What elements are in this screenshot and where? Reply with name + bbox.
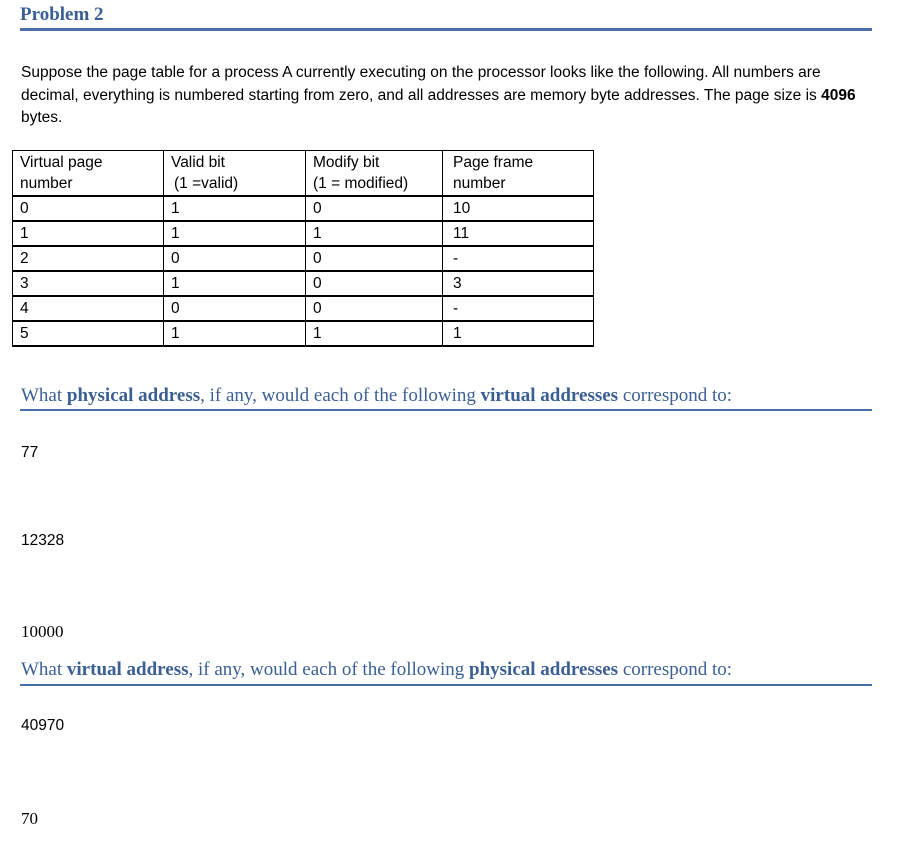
cell-valid: 0: [164, 247, 306, 272]
cell-vpn: 3: [13, 272, 164, 297]
heading-rule: [20, 28, 872, 31]
cell-valid: 1: [164, 197, 306, 222]
cell-valid: 1: [164, 272, 306, 297]
cell-frame: -: [443, 247, 594, 272]
table-row: [13, 272, 594, 297]
table-row: [13, 222, 594, 247]
table-row: [13, 197, 594, 222]
cell-modify: 0: [306, 297, 443, 322]
table-row: [13, 297, 594, 322]
table-row: [13, 247, 594, 272]
cell-frame: 1: [443, 322, 594, 347]
virtual-address-item: 10000: [21, 622, 64, 641]
header-virtual-page: Virtual page number: [13, 151, 164, 197]
cell-frame: 10: [443, 197, 594, 222]
page-size-value: 4096: [821, 86, 856, 104]
question2-rule: [20, 684, 872, 686]
intro-paragraph: [21, 62, 871, 130]
cell-valid: 1: [164, 222, 306, 247]
cell-vpn: 2: [13, 247, 164, 272]
cell-valid: 0: [164, 297, 306, 322]
question-virtual-address: What virtual address, if any, would each of the following physical addresses correspond to:: [21, 659, 733, 680]
question-physical-address: What physical address, if any, would each of the following virtual addresses correspond to:: [21, 385, 733, 406]
cell-vpn: 5: [13, 322, 164, 347]
question1-rule: [20, 409, 872, 411]
virtual-address-item: 77: [21, 444, 39, 461]
cell-frame: -: [443, 297, 594, 322]
physical-address-item: 70: [21, 809, 38, 828]
cell-modify: 0: [306, 197, 443, 222]
header-modify-bit: Modify bit (1 = modified): [306, 151, 443, 197]
header-page-frame: Page frame number: [443, 151, 594, 197]
cell-modify: 1: [306, 322, 443, 347]
cell-vpn: 4: [13, 297, 164, 322]
cell-vpn: 1: [13, 222, 164, 247]
cell-frame: 11: [443, 222, 594, 247]
virtual-address-item: 12328: [21, 532, 65, 549]
header-valid-bit: Valid bit (1 =valid): [164, 151, 306, 197]
intro-text-end: bytes.: [21, 109, 63, 126]
cell-valid: 1: [164, 322, 306, 347]
intro-text: Suppose the page table for a process A currently executing on the processor looks like the following. All numbers are decimal, everything is numbered starting from zero, and all addresses are memory byte addresses. The page size is: [21, 64, 822, 104]
cell-modify: 0: [306, 272, 443, 297]
cell-modify: 1: [306, 222, 443, 247]
cell-frame: 3: [443, 272, 594, 297]
cell-modify: 0: [306, 247, 443, 272]
table-row: [13, 322, 594, 347]
problem-heading: Problem 2: [20, 4, 104, 25]
physical-address-item: 40970: [21, 717, 65, 734]
page-table: [12, 150, 594, 347]
table-header-row: [13, 151, 594, 197]
cell-vpn: 0: [13, 197, 164, 222]
